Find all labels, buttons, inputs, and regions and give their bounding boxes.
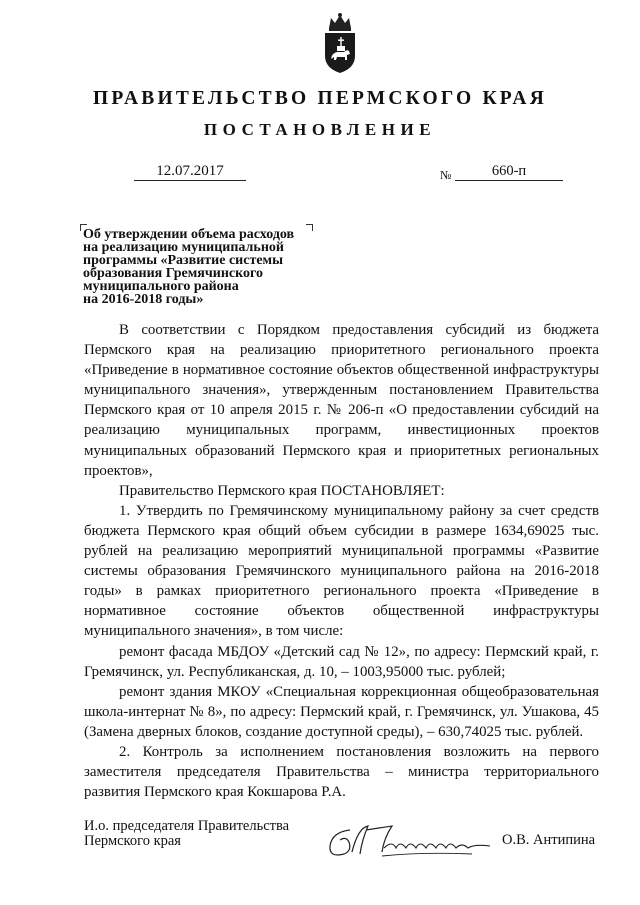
signatory-position bbox=[84, 819, 289, 849]
signatory-position-line: Пермского края bbox=[84, 833, 181, 849]
subject-line: образования Гремячинского bbox=[83, 266, 264, 281]
subject-line: на 2016-2018 годы» bbox=[83, 292, 204, 307]
organization-title: ПРАВИТЕЛЬСТВО ПЕРМСКОГО КРАЯ bbox=[93, 88, 547, 109]
document-subject bbox=[83, 228, 321, 306]
body-paragraph: 1. Утвердить по Гремячинскому муниципальному району за счет средств бюджета Пермского края общий объем субсидии в размере 1634,69025 тыс. рублей на реализацию мероприятий муниципальной программы «Развитие системы образования Гремячинского муниципального района на 2016-2018 годы» в рамках приоритетного регионального проекта «Приведение в нормативное состояние объектов общественной инфраструктуры муниципального значения», в том числе: bbox=[84, 502, 599, 640]
body-paragraph: ремонт здания МКОУ «Специальная коррекционная общеобразовательная школа-интернат № 8», по адресу: Пермский край, г. Гремячинск, ул. Ушакова, 45 (Замена дверных блоков, создание доступной среды), – 630,74025 тыс. рублей. bbox=[84, 683, 599, 740]
subject-line: муниципального района bbox=[83, 279, 239, 294]
document-date: 12.07.2017 bbox=[134, 163, 246, 181]
document-number: 660-п bbox=[455, 163, 563, 181]
coat-of-arms-icon bbox=[322, 12, 358, 74]
body-paragraph: В соответствии с Порядком предоставления субсидий из бюджета Пермского края на реализацию приоритетного регионального проекта «Приведение в нормативное состояние объектов общественной инфраструктуры муниципального значения», утвержденным постановлением Правительства Пермского края от 10 апреля 2015 г. № 206-п «О предоставлении субсидий на реализацию муниципальных программ, инвестиционных проектов муниципальных образований Пермского края и приоритетных региональных проектов», bbox=[84, 322, 599, 479]
subject-line: на реализацию муниципальной bbox=[83, 240, 284, 255]
signature-icon bbox=[322, 818, 494, 862]
body-paragraph: ремонт фасада МБДОУ «Детский сад № 12», по адресу: Пермский край, г. Гремячинск, ул. Республиканская, д. 10, – 1003,95000 тыс. рублей; bbox=[84, 643, 599, 680]
signatory-position-line: И.о. председателя Правительства bbox=[84, 818, 290, 834]
signatory-name: О.В. Антипина bbox=[502, 832, 596, 848]
document-type-title: ПОСТАНОВЛЕНИЕ bbox=[203, 120, 437, 139]
body-paragraph: Правительство Пермского края ПОСТАНОВЛЯЕТ: bbox=[119, 482, 445, 499]
subject-line: программы «Развитие системы bbox=[83, 253, 284, 268]
body-paragraph: 2. Контроль за исполнением постановления возложить на первого заместителя председателя Правительства – министра территориального развития Пермского края Кокшарова Р.А. bbox=[84, 743, 599, 801]
number-sign: № bbox=[440, 168, 452, 182]
document-body bbox=[84, 320, 599, 802]
subject-line: Об утверждении объема расходов bbox=[83, 227, 295, 242]
